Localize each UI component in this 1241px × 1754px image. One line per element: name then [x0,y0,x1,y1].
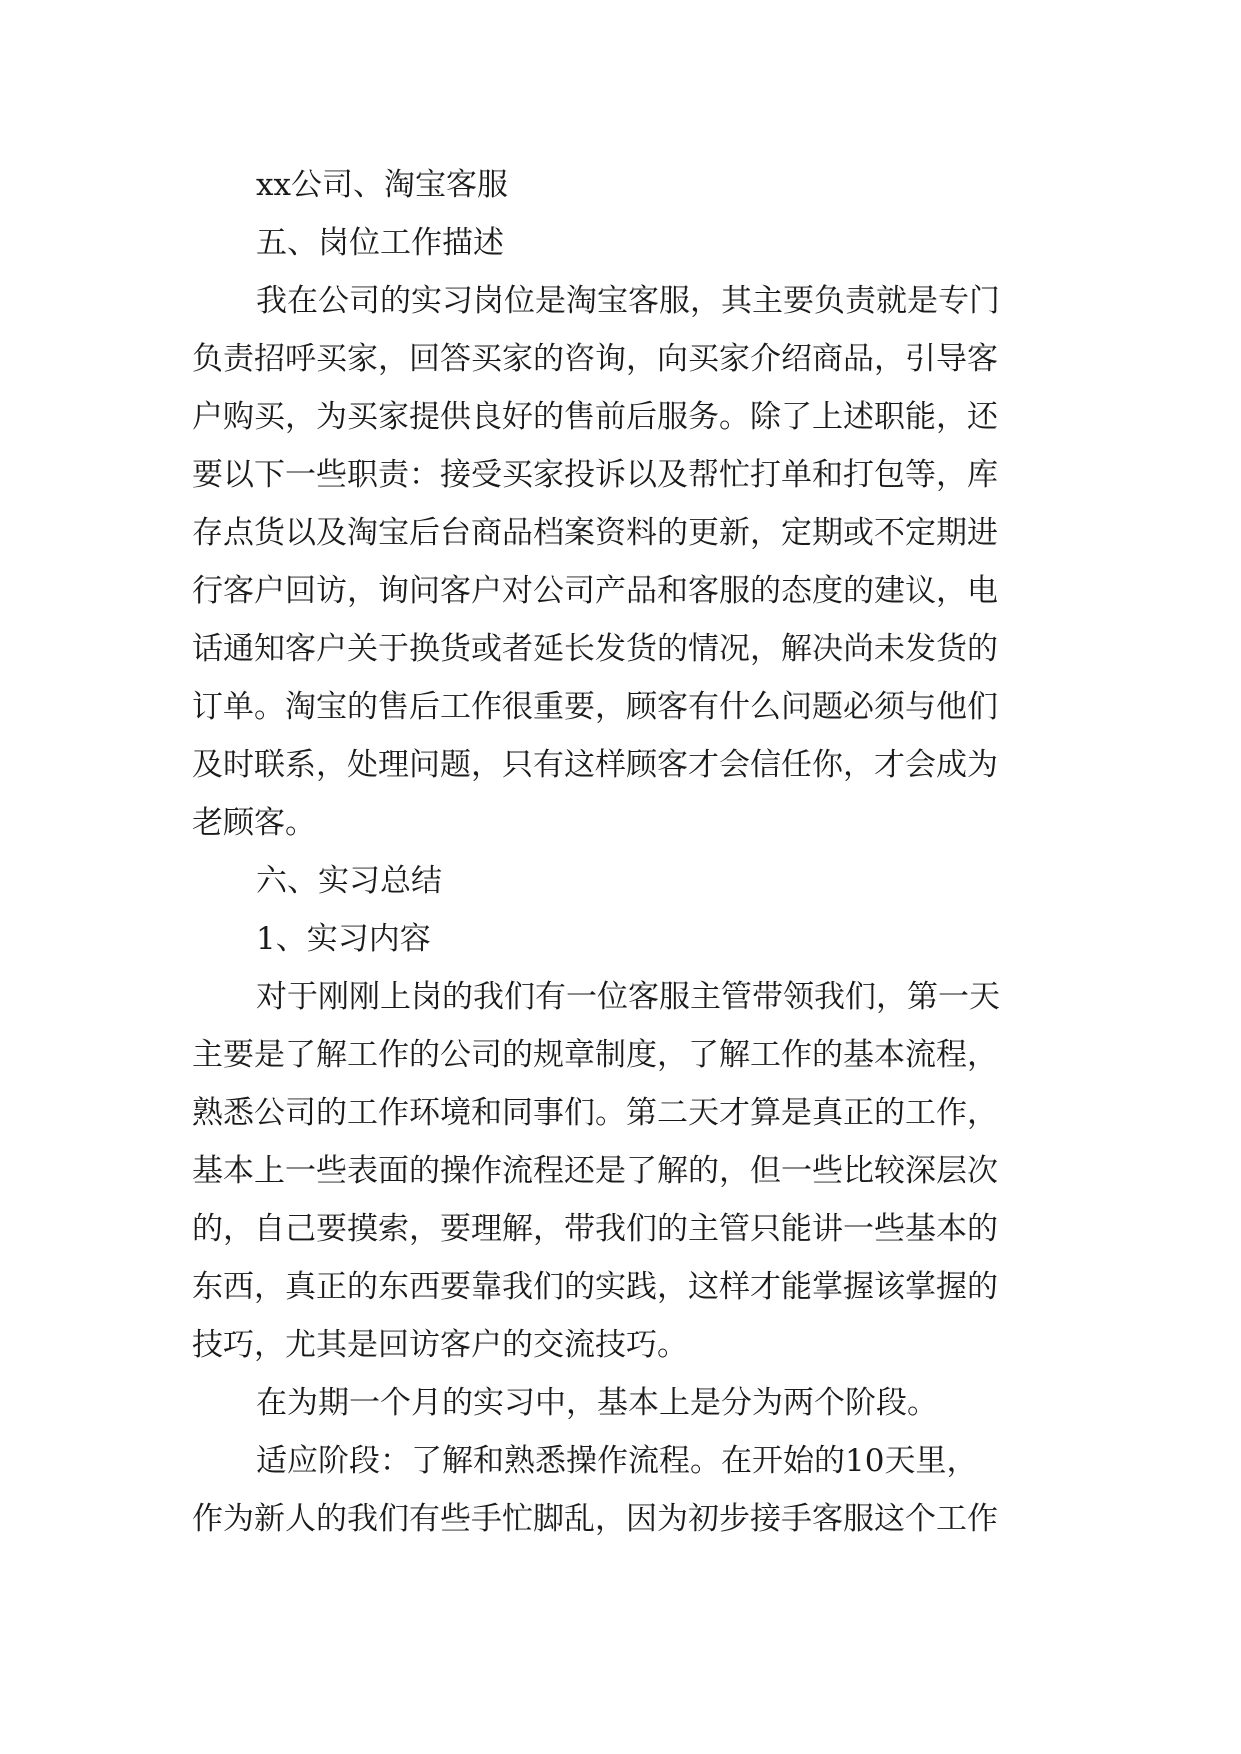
text-line: 户购买，为买家提供良好的售前后服务。除了上述职能，还 [192,399,998,435]
text-line: 对于刚刚上岗的我们有一位客服主管带领我们，第一天 [256,979,1000,1015]
text-line: 技巧，尤其是回访客户的交流技巧。 [192,1327,688,1363]
text-line: 要以下一些职责：接受买家投诉以及帮忙打单和打包等，库 [192,457,998,493]
text-line: 订单。淘宝的售后工作很重要，顾客有什么问题必须与他们 [192,689,998,725]
text-line: 东西，真正的东西要靠我们的实践，这样才能掌握该掌握的 [192,1269,998,1305]
text-line: 六、实习总结 [256,863,442,899]
text-line: 适应阶段：了解和熟悉操作流程。在开始的10天里， [256,1443,978,1479]
text-line: 话通知客户关于换货或者延长发货的情况，解决尚未发货的 [192,631,998,667]
document-body [192,156,1062,1548]
text-line: 负责招呼买家，回答买家的咨询，向买家介绍商品，引导客 [192,341,998,377]
text-line: 主要是了解工作的公司的规章制度，了解工作的基本流程， [192,1037,998,1073]
text-line: 及时联系，处理问题，只有这样顾客才会信任你，才会成为 [192,747,998,783]
text-line: 在为期一个月的实习中，基本上是分为两个阶段。 [256,1385,938,1421]
text-line: xx公司、淘宝客服 [256,167,508,203]
text-line: 基本上一些表面的操作流程还是了解的，但一些比较深层次 [192,1153,998,1189]
text-line: 作为新人的我们有些手忙脚乱，因为初步接手客服这个工作 [192,1501,998,1537]
text-line: 老顾客。 [192,805,316,841]
text-line: 行客户回访，询问客户对公司产品和客服的态度的建议，电 [192,573,998,609]
text-line: 熟悉公司的工作环境和同事们。第二天才算是真正的工作， [192,1095,998,1131]
text-line: 五、岗位工作描述 [256,225,504,261]
text-line: 我在公司的实习岗位是淘宝客服，其主要负责就是专门 [256,283,1000,319]
text-line: 存点货以及淘宝后台商品档案资料的更新，定期或不定期进 [192,515,998,551]
text-line: 1、实习内容 [256,921,431,957]
text-line: 的，自己要摸索，要理解，带我们的主管只能讲一些基本的 [192,1211,998,1247]
